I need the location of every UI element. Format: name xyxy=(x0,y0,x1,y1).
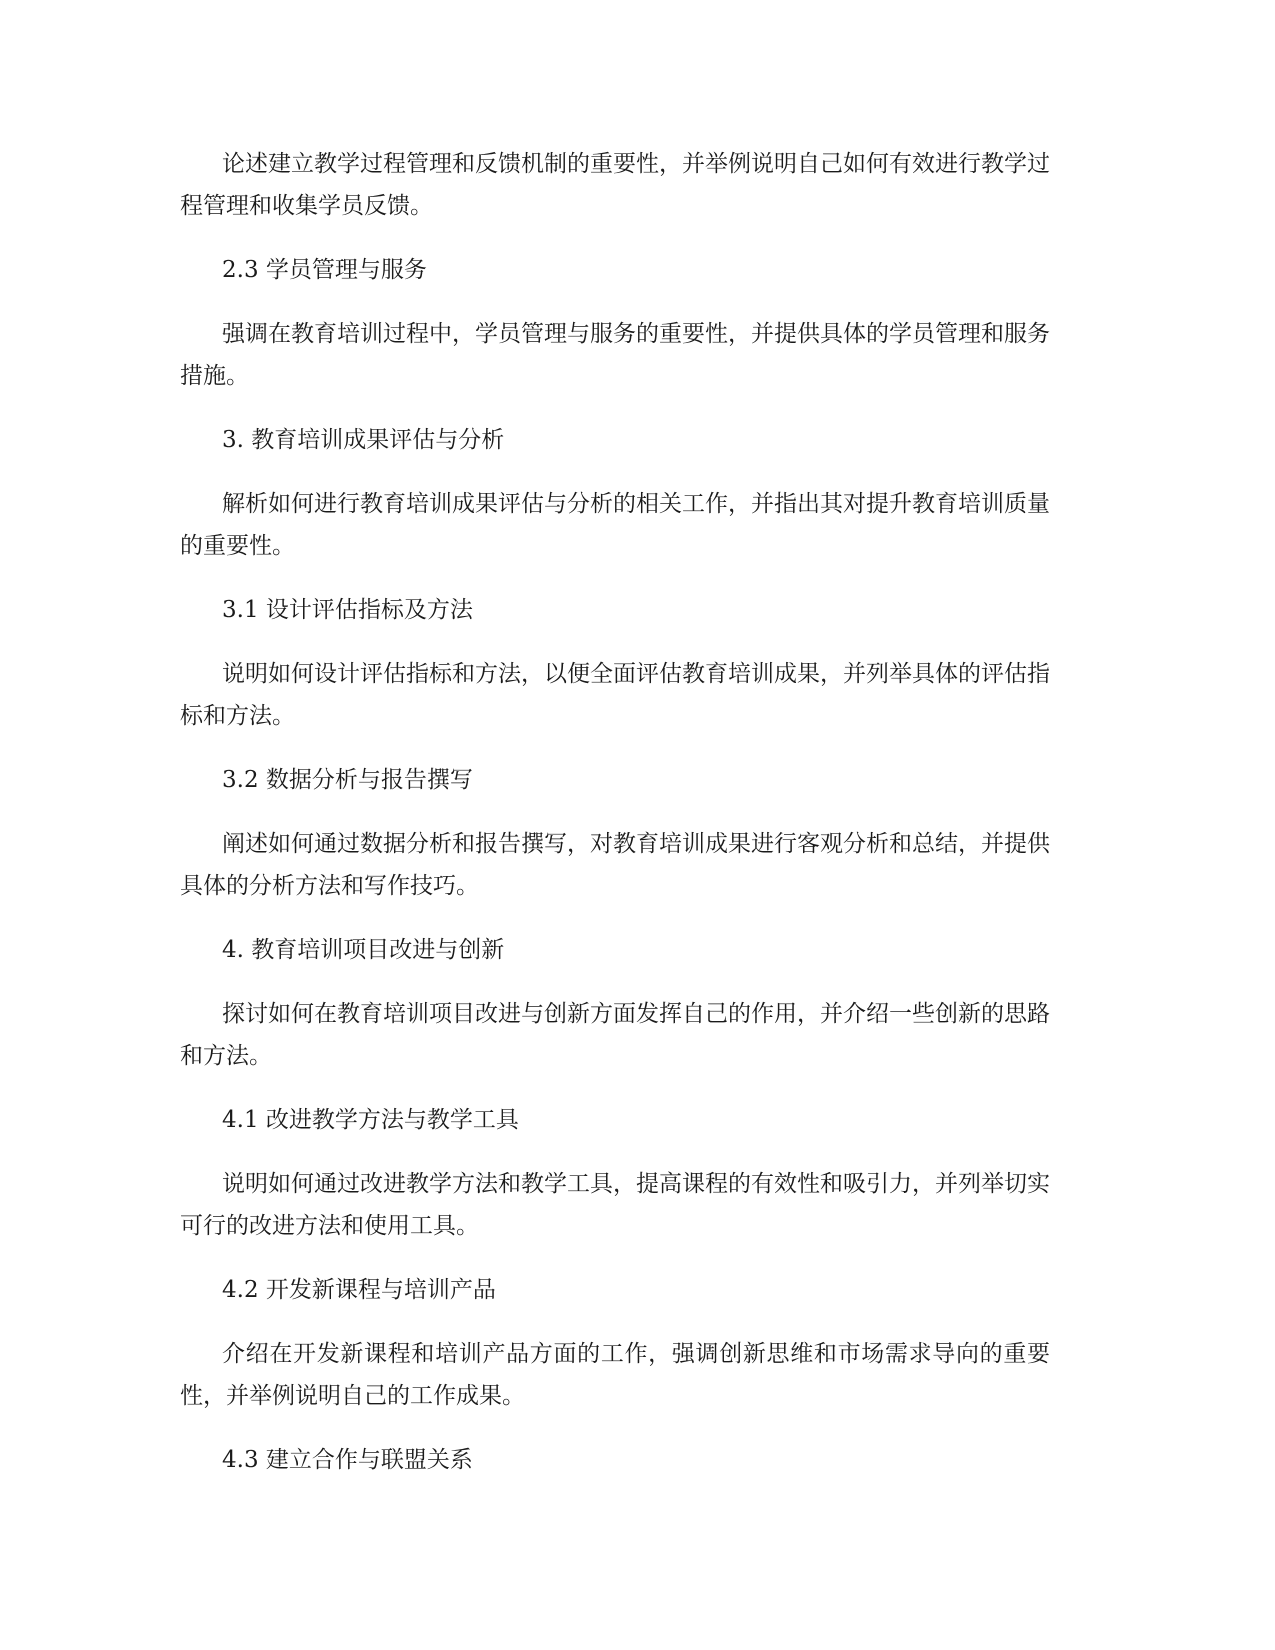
section-heading-3-1: 3.1 设计评估指标及方法 xyxy=(222,597,473,623)
paragraph-new-courses: 介绍在开发新课程和培训产品方面的工作，强调创新思维和市场需求导向的重要性，并举例说明自己的工作成果。 xyxy=(180,1341,1050,1409)
paragraph-evaluation-metrics: 说明如何设计评估指标和方法，以便全面评估教育培训成果，并列举具体的评估指标和方法。 xyxy=(180,661,1050,729)
section-heading-4: 4. 教育培训项目改进与创新 xyxy=(222,937,505,963)
section-heading-3-2: 3.2 数据分析与报告撰写 xyxy=(222,767,473,793)
paragraph-teaching-methods: 说明如何通过改进教学方法和教学工具，提高课程的有效性和吸引力，并列举切实可行的改进方法和使用工具。 xyxy=(180,1171,1050,1239)
section-heading-2-3: 2.3 学员管理与服务 xyxy=(222,257,427,283)
document-body xyxy=(180,143,1050,1503)
section-heading-4-3: 4.3 建立合作与联盟关系 xyxy=(222,1447,473,1473)
section-heading-3: 3. 教育培训成果评估与分析 xyxy=(222,427,505,453)
section-heading-4-2: 4.2 开发新课程与培训产品 xyxy=(222,1277,496,1303)
paragraph-data-analysis: 阐述如何通过数据分析和报告撰写，对教育培训成果进行客观分析和总结，并提供具体的分析方法和写作技巧。 xyxy=(180,831,1050,899)
paragraph-process-management: 论述建立教学过程管理和反馈机制的重要性，并举例说明自己如何有效进行教学过程管理和收集学员反馈。 xyxy=(180,151,1050,219)
section-heading-4-1: 4.1 改进教学方法与教学工具 xyxy=(222,1107,519,1133)
paragraph-outcome-evaluation: 解析如何进行教育培训成果评估与分析的相关工作，并指出其对提升教育培训质量的重要性。 xyxy=(180,491,1050,559)
paragraph-project-innovation: 探讨如何在教育培训项目改进与创新方面发挥自己的作用，并介绍一些创新的思路和方法。 xyxy=(180,1001,1050,1069)
paragraph-student-management: 强调在教育培训过程中，学员管理与服务的重要性，并提供具体的学员管理和服务措施。 xyxy=(180,321,1050,389)
